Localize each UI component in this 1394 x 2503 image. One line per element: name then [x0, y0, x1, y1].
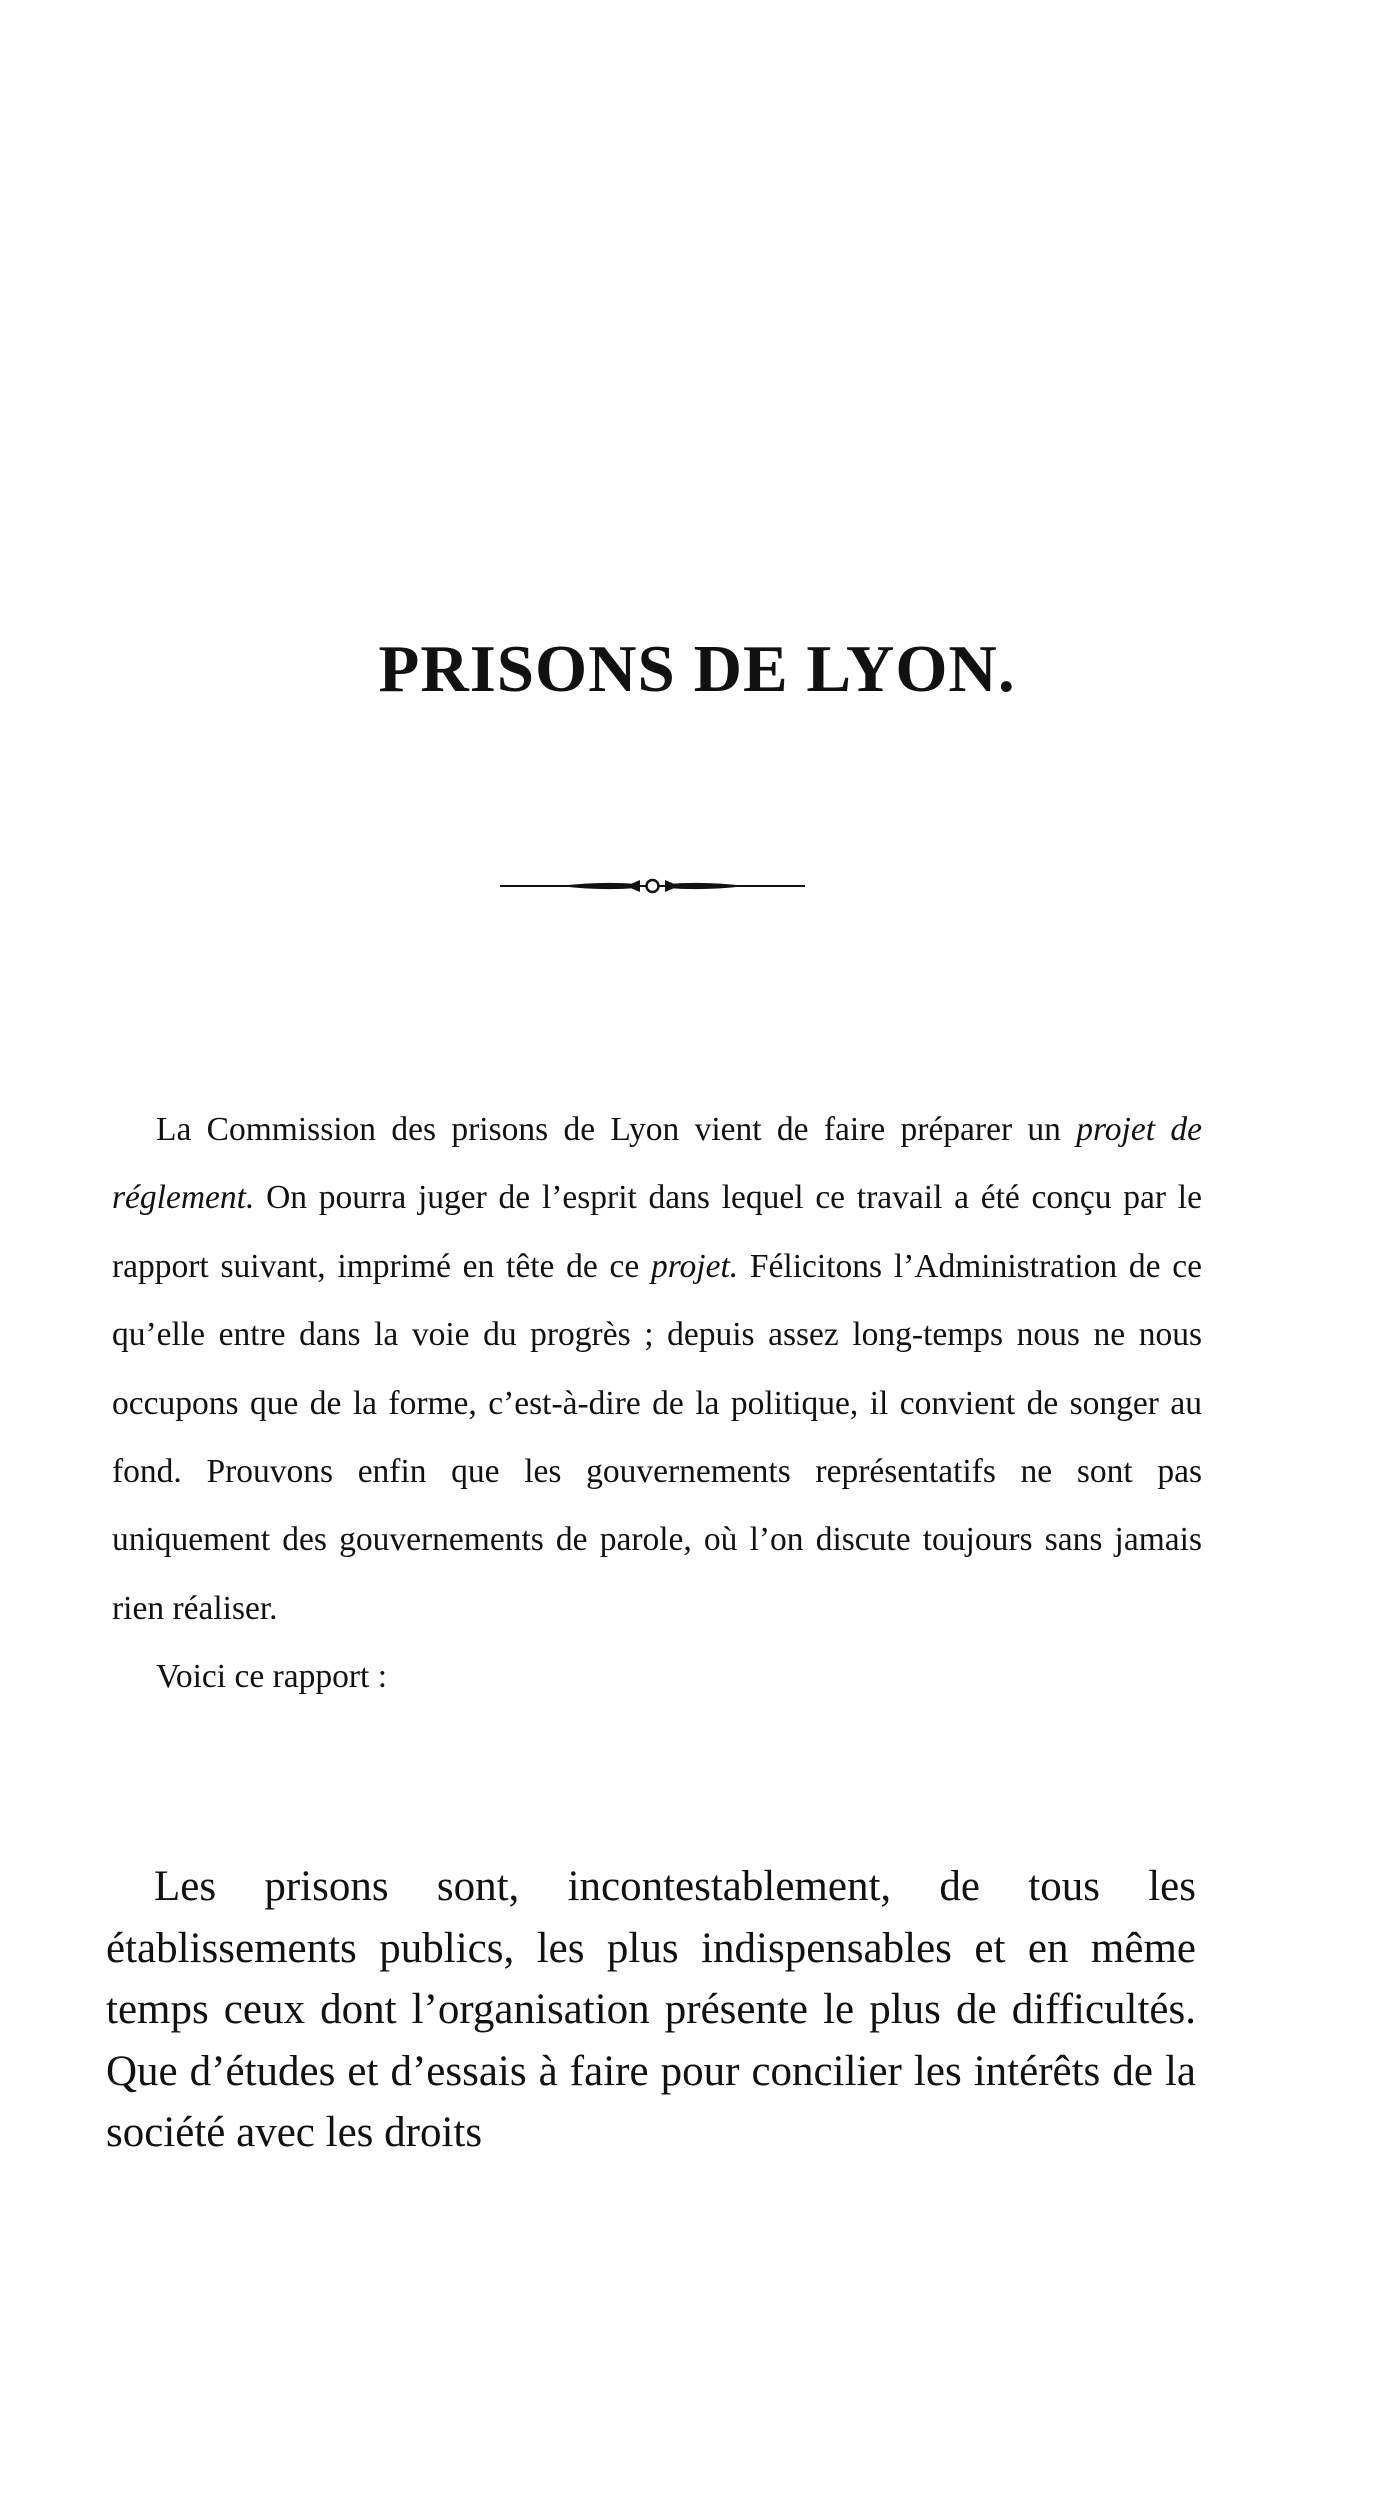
intro-italic-projet: projet.: [651, 1247, 739, 1285]
intro-text-start: La Commission des prisons de Lyon vient de faire préparer un: [156, 1111, 1077, 1148]
intro-text-middle: On pourra juger de l’esprit dans lequel ce travail a été conçu par le rapport suivant, imprimé en tête de ce: [112, 1179, 1202, 1285]
introductory-note: [112, 1096, 1202, 1712]
report-body: [106, 1856, 1196, 2164]
intro-lead-in: Voici ce rapport :: [156, 1658, 388, 1696]
intro-italic-reglement: projet de réglement.: [112, 1111, 1202, 1217]
intro-paragraph: [112, 1096, 1202, 1643]
report-paragraph: Les prisons sont, incontestablement, de tous les établissements publics, les plus indispensables et en même temps ceux dont l’organisation présente le plus de difficultés. Que d’études et d’essais à faire pour concilier les intérêts de la société avec les droits: [106, 1863, 1196, 2156]
decorative-rule-ornament-icon: [500, 872, 805, 900]
intro-text-end: Félicitons l’Administration de ce qu’elle entre dans la voie du progrès ; depuis assez long-temps nous ne nous occupons que de la forme, c’est-à-dire de la politique, il convient de songer au fond. Prouvons enfin que les gouvernements représentatifs ne sont pas uniquement des gouvernements de parole, où l’on discute toujours sans jamais rien réaliser.: [112, 1247, 1202, 1627]
page-title: PRISONS DE LYON.: [378, 632, 1016, 706]
